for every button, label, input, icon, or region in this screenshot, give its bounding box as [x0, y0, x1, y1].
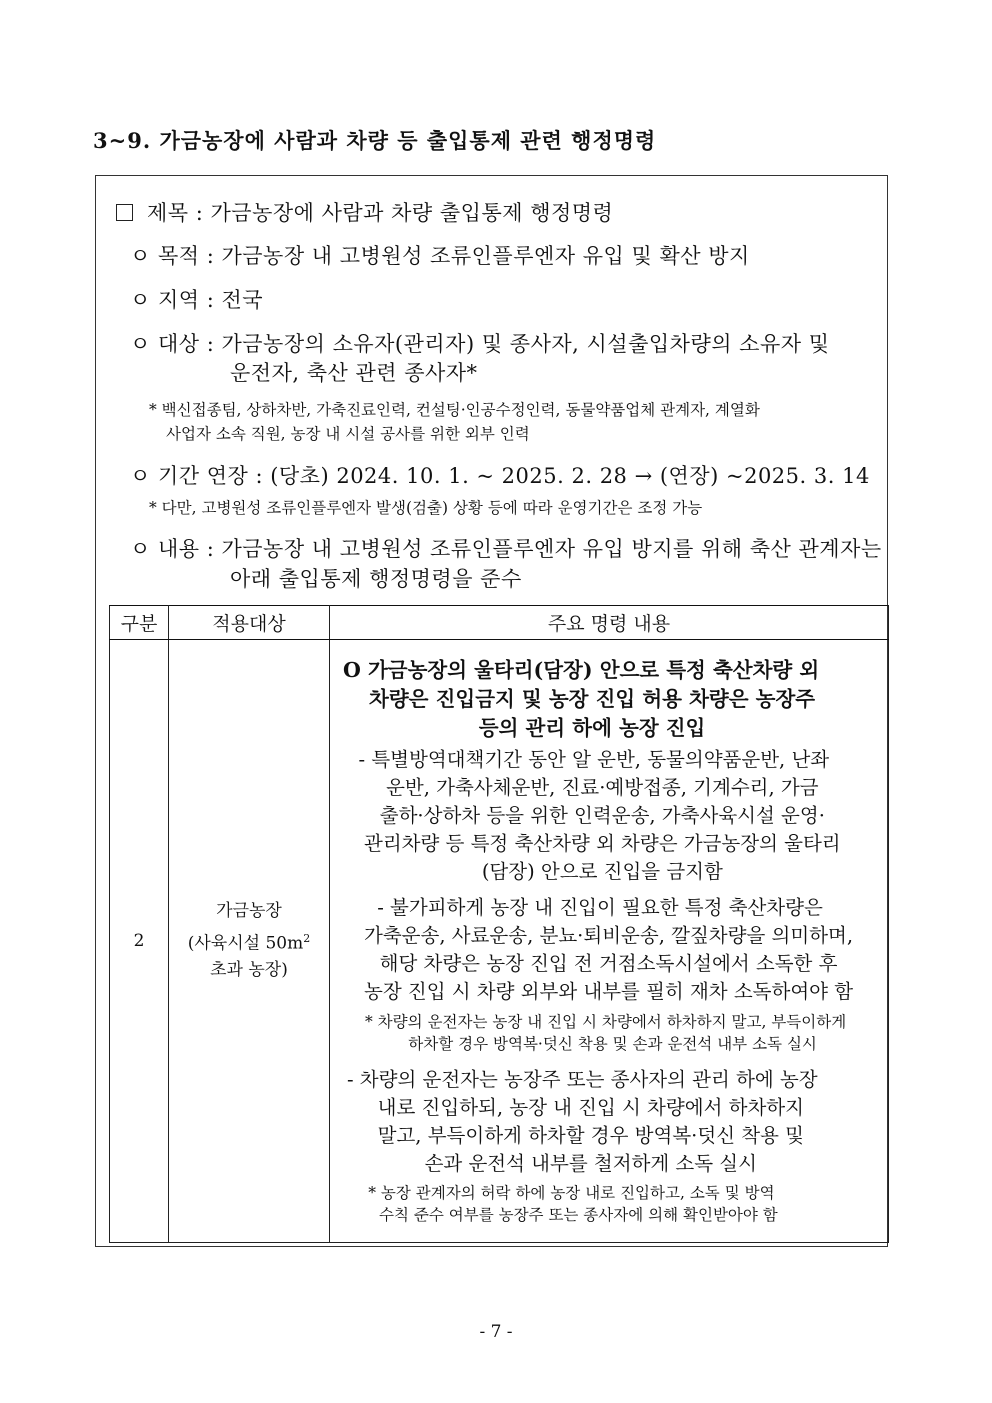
table-header-row [110, 606, 889, 640]
order-box [95, 175, 888, 1247]
header-category: 구분 [110, 606, 169, 640]
order-title: 제목 : 가금농장에 사람과 차량 출입통제 행정명령 [116, 197, 613, 227]
target-note-1: * 백신접종팀, 상하차반, 가축진료인력, 컨설팅·인공수정인력, 동물약품업체 관계자, 계열화 [149, 401, 760, 419]
period-line: ㅇ 기간 연장 : (당초) 2024. 10. 1. ~ 2025. 2. 28 → (연장) ~2025. 3. 14 [130, 464, 870, 488]
order-table [109, 605, 889, 1243]
note-2: * 차량의 운전자는 농장 내 진입 시 차량에서 하차하지 말고, 부득이하게 하차할 경우 방역복·덧신 착용 및 손과 운전석 내부 소독 실시 [365, 1013, 847, 1053]
row-target: 가금농장 (사육시설 $50m^2$ 초과 농장) [169, 640, 330, 1243]
period-note: * 다만, 고병원성 조류인플루엔자 발생(검출) 상황 등에 따라 운영기간은 조정 가능 [149, 499, 703, 517]
header-content: 주요 명령 내용 [330, 606, 889, 640]
header-target: 적용대상 [169, 606, 330, 640]
content-line-1: ㅇ 내용 : 가금농장 내 고병원성 조류인플루엔자 유입 방지를 위해 축산 관계자는 [130, 537, 882, 561]
target-line-1: ㅇ 대상 : 가금농장의 소유자(관리자) 및 종사자, 시설출입차량의 소유자 및 [130, 332, 830, 356]
page-number: - 7 - [479, 1322, 513, 1342]
table-row [110, 640, 889, 1243]
row-content [330, 640, 889, 1243]
target-note-2: 사업자 소속 직원, 농장 내 시설 공사를 위한 외부 인력 [166, 425, 530, 443]
dash-item-2: - 불가피하게 농장 내 진입이 필요한 특정 축산차량은 가축운송, 사료운송, 분뇨·퇴비운송, 깔짚차량을 의미하며, 해당 차량은 농장 진입 전 거점소독시설에서 소독한 후 농장 진입 시 차량 외부와 내부를 필히 재차 소독하여야 함 [364, 896, 854, 1003]
section-heading: 3~9. 가금농장에 사람과 차량 등 출입통제 관련 행정명령 [93, 128, 657, 153]
dash-item-3: - 차량의 운전자는 농장주 또는 종사자의 관리 하에 농장 내로 진입하되, 농장 내 진입 시 차량에서 하차하지 말고, 부득이하게 하차할 경우 방역복·덧신 착용 및 손과 운전석 내부를 철저하게 소독 실시 [347, 1068, 818, 1175]
note-3: * 농장 관계자의 허락 하에 농장 내로 진입하고, 소독 및 방역 수칙 준수 여부를 농장주 또는 종사자에 의해 확인받아야 함 [368, 1184, 778, 1224]
lead-text: O 가금농장의 울타리(담장) 안으로 특정 축산차량 외 차량은 진입금지 및 농장 진입 허용 차량은 농장주 등의 관리 하에 농장 진입 [343, 658, 820, 740]
purpose-line: ㅇ 목적 : 가금농장 내 고병원성 조류인플루엔자 유입 및 확산 방지 [130, 244, 750, 268]
region-line: ㅇ 지역 : 전국 [130, 288, 264, 312]
target-line-2: 운전자, 축산 관련 종사자* [230, 361, 478, 385]
content-line-2: 아래 출입통제 행정명령을 준수 [230, 567, 522, 591]
row-number: 2 [110, 640, 169, 1243]
dash-item-1: - 특별방역대책기간 동안 알 운반, 동물의약품운반, 난좌 운반, 가축사체운반, 진료·예방접종, 기계수리, 가금 출하·상하차 등을 위한 인력운송, 가축사육시설 운영· 관리차량 등 특정 축산차량 외 차량은 가금농장의 울타리 (담장) 안으로 진입을 금지함 [358, 748, 841, 883]
checkbox-square-icon [116, 204, 133, 221]
